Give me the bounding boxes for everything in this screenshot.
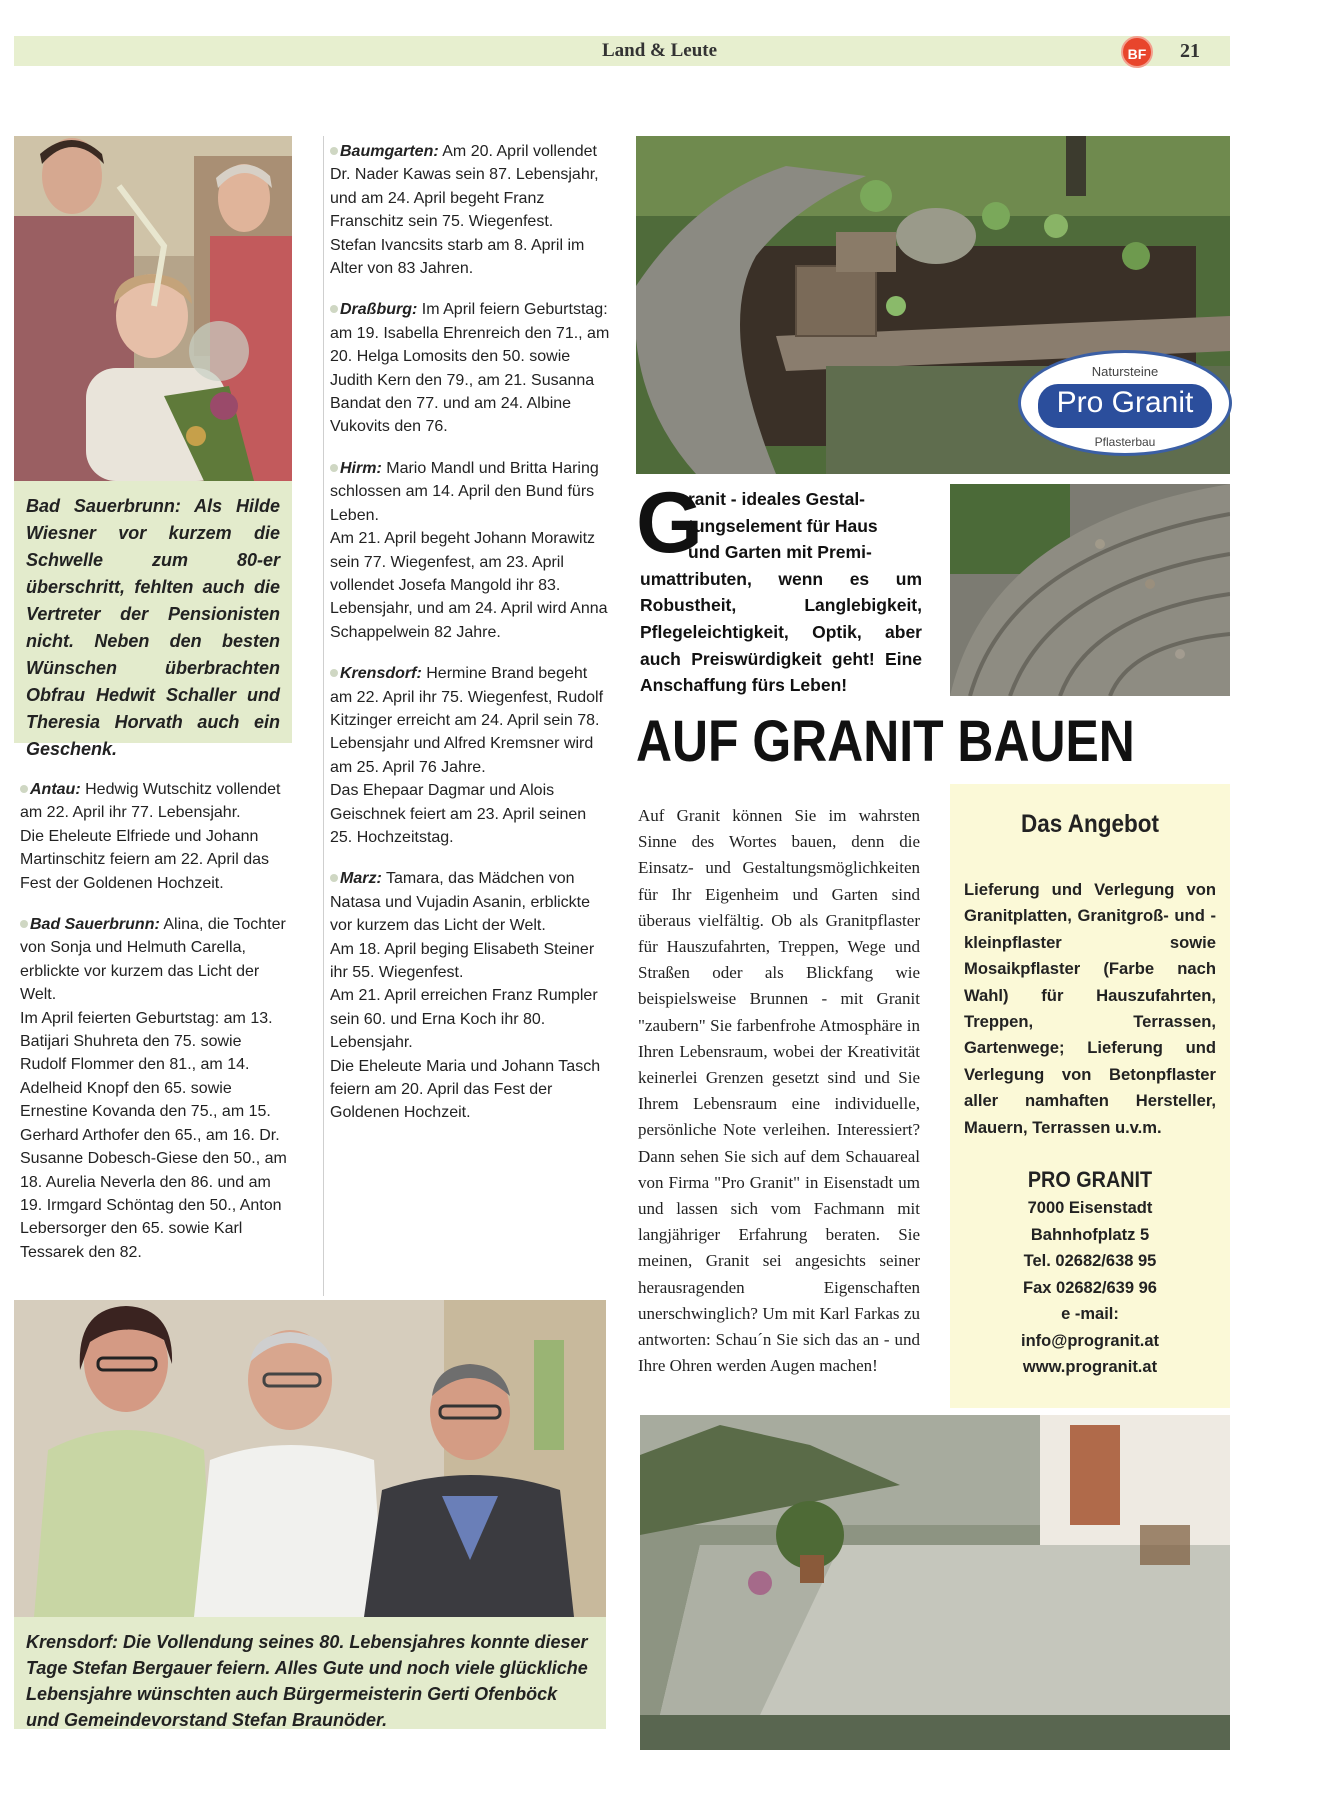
- offer-box: [950, 784, 1230, 1408]
- bullet-icon: [330, 147, 338, 155]
- bf-logo: BF: [1121, 36, 1153, 68]
- ad-intro-line: ranit - ideales Gestal-: [688, 489, 866, 509]
- news-entry-baumgarten: [330, 140, 610, 280]
- company-name: PRO GRANIT: [1027, 1167, 1153, 1193]
- bullet-icon: [20, 920, 28, 928]
- photo-caption-top: Bad Sauerbrunn: Als Hilde Wiesner vor kurzem die Schwelle zum 80-er überschritt, fehlten auch die Vertreter der Pensionisten nicht. Neben den besten Wünschen überbrachten Obfrau Hedwit Schaller und Theresia Horvath auch ein Geschenk.: [14, 481, 292, 743]
- news-text: Hermine Brand begeht am 22. April ihr 75. Wiegenfest, Rudolf Kitzinger erreicht am 24. April sein 78. Lebensjahr und Alfred Kremsner wird am 25. April 76 Jahre.: [330, 665, 604, 776]
- badge-top-text: Natursteine: [1091, 364, 1159, 379]
- bullet-icon: [20, 785, 28, 793]
- news-text: Mario Mandl und Britta Haring schlossen am 14. April den Bund fürs Leben.: [330, 459, 599, 524]
- photo-terrace: [640, 1415, 1230, 1750]
- ad-intro-rest: umattributen, wenn es um Robustheit, Langlebigkeit, Pflegeleichtigkeit, Optik, aber auch Preiswürdigkeit geht! Eine Anschaffung fürs Leben!: [640, 568, 922, 696]
- news-entry-marz: [330, 867, 610, 1124]
- photo-pensioners: [14, 136, 292, 481]
- bullet-icon: [330, 874, 338, 882]
- place-name: Baumgarten:: [340, 143, 439, 160]
- place-name: Draßburg:: [340, 301, 418, 319]
- news-text: Im April feiern Geburtstag: am 19. Isabella Ehrenreich den 71., am 20. Helga Lomosits den 50. sowie Judith Kern den 79., am 21. Susanna Bandat den 77. und am 24. Albine Vukovits den 76.: [330, 301, 610, 436]
- news-text: Die Eheleute Elfriede und Johann Martinschitz feiern am 22. April das Fest der Goldenen Hochzeit.: [20, 827, 269, 892]
- photo-cobblestone: [950, 484, 1230, 696]
- photo-krensdorf-celebration: [14, 1300, 606, 1617]
- bullet-icon: [330, 464, 338, 472]
- ad-intro-line: und Garten mit Premi-: [688, 542, 872, 563]
- news-text: Am 20. April vollendet Dr. Nader Kawas sein 87. Lebensjahr, und am 24. April begeht Franz Franschitz sein 75. Wiegenfest.: [330, 143, 599, 231]
- drop-cap: G: [636, 475, 703, 571]
- news-entry-bad-sauerbrunn: [20, 913, 290, 1264]
- news-text: Am 18. April beging Elisabeth Steiner ihr 55. Wiegenfest.: [330, 940, 595, 981]
- news-text: Alina, die Tochter von Sonja und Helmuth Carella, erblickte vor kurzem das Licht der Welt.: [20, 916, 286, 1004]
- badge-bottom-text: Pflasterbau: [1094, 435, 1156, 449]
- contact-city: 7000 Eisenstadt: [1027, 1199, 1153, 1218]
- column-divider: [323, 136, 324, 1296]
- news-text: Stefan Ivancsits starb am 8. April im Alter von 83 Jahren.: [330, 236, 585, 278]
- section-title: Land & Leute: [601, 40, 718, 61]
- news-text: Tamara, das Mädchen von Natasa und Vujadin Asanin, erblickte vor kurzem das Licht der Welt.: [330, 870, 591, 935]
- ad-intro-line: tungselement für Haus: [688, 515, 878, 536]
- news-entry-drassburg: [330, 298, 610, 438]
- contact-email[interactable]: info@progranit.at: [1021, 1331, 1159, 1350]
- news-entry-hirm: [330, 457, 610, 644]
- contact-website[interactable]: www.progranit.at: [1022, 1358, 1158, 1377]
- news-text: Am 21. April begeht Johann Morawitz sein 77. Wiegenfest, am 23. April vollendet Josefa Mangold ihr 83. Lebensjahr, und am 24. April wird Anna Schappelwein 82 Jahre.: [330, 530, 608, 641]
- offer-text: Lieferung und Verlegung von Granitplatten, Granitgroß- und -kleinpflaster sowie Mosaikpflaster (Farbe nach Wahl) für Hauszufahrten, Treppen, Terrassen, Gartenwege; Lieferung und Verlegung von Betonpflaster aller namhaften Hersteller, Mauern, Terrassen u.v.m.: [964, 880, 1216, 1137]
- place-name: Marz:: [340, 870, 382, 888]
- news-column-1: [20, 778, 290, 1282]
- ad-intro: [640, 486, 922, 699]
- place-name: Krensdorf:: [340, 665, 422, 683]
- offer-title: Das Angebot: [1021, 810, 1159, 838]
- news-text: Im April feierten Geburtstag: am 13. Batijari Shuhreta den 75. sowie Rudolf Flommer den 81., am 14. Adelheid Knopf den 65. sowie Ernestine Kovanda den 75., am 15. Gerhard Arthofer den 65., am 16. Dr. Susanne Dobesch-Giese den 50., am 18. Aurelia Neverla den 86. und am 19. Irmgard Schöntag den 50., Anton Lebersorger den 65. sowie Karl Tessarek den 82.: [20, 1009, 287, 1261]
- news-text: Hedwig Wutschitz vollendet am 22. April ihr 77. Lebensjahr.: [20, 781, 281, 822]
- page-number: 21: [1180, 40, 1200, 62]
- place-name: Antau:: [30, 781, 81, 798]
- bullet-icon: [330, 305, 338, 313]
- news-entry-antau: [20, 778, 290, 895]
- news-column-2: [330, 140, 610, 1143]
- contact-email-label: e -mail:: [1061, 1305, 1119, 1324]
- contact-phone: Tel. 02682/638 95: [1023, 1252, 1157, 1271]
- contact-fax: Fax 02682/639 96: [1023, 1278, 1157, 1297]
- place-name: Bad Sauerbrunn:: [30, 916, 160, 934]
- ad-body: Auf Granit können Sie im wahrsten Sinne des Wortes bauen, denn die Einsatz- und Gestaltungsmöglichkeiten für Ihr Eigenheim und Garten sind überaus vielfältig. Ob als Granitpflaster für Hauszufahrten, Treppen, Wege und Straßen oder als Blickfang wie beispielsweise Brunnen - mit Granit "zaubern" Sie farbenfrohe Atmosphäre in Ihren Lebensraum, wobei der Kreativität keinerlei Grenzen gesetzt sind und Sie Ihrem Lebensraum eine individuelle, persönliche Note verleihen. Interessiert? Dann sehen Sie sich auf dem Schauareal von Firma "Pro Granit" in Eisenstadt um und lassen sich vom Fachmann mit langjähriger Erfahrung beraten. Sie meinen, Granit sei angesichts seiner herausragenden Eigenschaften unerschwinglich? Um mit Karl Farkas zu antworten: Schau´n Sie sich das an - und Ihre Ohren werden Augen machen!: [638, 806, 920, 1376]
- ad-headline: AUF GRANIT BAUEN: [636, 709, 1135, 774]
- place-name: Hirm:: [340, 459, 382, 477]
- bullet-icon: [330, 669, 338, 677]
- news-text: Das Ehepaar Dagmar und Alois Geischnek feiert am 23. April seinen 25. Hochzeitstag.: [330, 782, 587, 846]
- badge-name: Pro Granit: [1056, 386, 1194, 419]
- photo-caption-bottom: Krensdorf: Die Vollendung seines 80. Lebensjahres konnte dieser Tage Stefan Bergauer feiern. Alles Gute und noch viele glückliche Lebensjahre wünschten auch Bürgermeisterin Gerti Ofenböck und Gemeindevorstand Stefan Braunöder.: [14, 1617, 606, 1729]
- news-text: Am 21. April erreichen Franz Rumpler sein 60. und Erna Koch ihr 80. Lebensjahr.: [330, 987, 598, 1052]
- news-text: Die Eheleute Maria und Johann Tasch feiern am 20. April das Fest der Goldenen Hochzeit.: [330, 1057, 601, 1122]
- contact-street: Bahnhofplatz 5: [1030, 1225, 1150, 1244]
- news-entry-krensdorf: [330, 662, 610, 849]
